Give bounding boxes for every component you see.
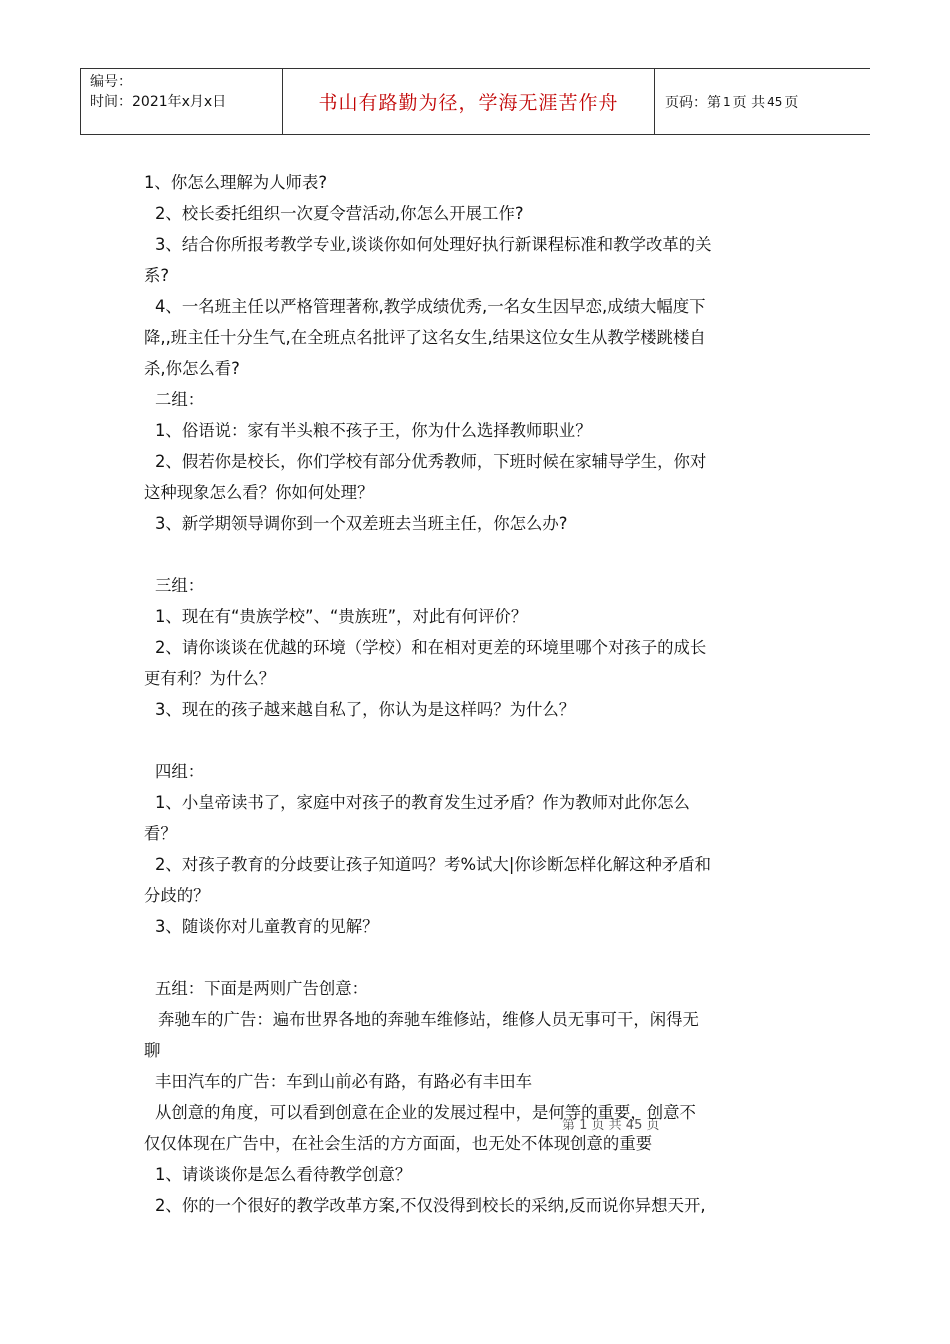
text-line: 2、你的一个很好的教学改革方案,不仅没得到校长的采纳,反而说你异想天开, [155, 1196, 706, 1215]
text-line: 1、请谈谈你是怎么看待教学创意？ [155, 1165, 412, 1184]
text-line: 杀,你怎么看? [144, 359, 240, 378]
header-page-end: 页 [784, 94, 799, 111]
blank-line [144, 539, 814, 570]
blank-line [144, 942, 814, 973]
text-line: 降,,班主任十分生气,在全班点名批评了这名女生,结果这位女生从教学楼跳楼自 [144, 328, 706, 347]
text-line: 1、俗语说：家有半头粮不孩子王，你为什么选择教师职业？ [155, 421, 592, 440]
document-header [80, 68, 870, 135]
text-line: 这种现象怎么看？你如何处理？ [144, 483, 374, 502]
text-line: 3、新学期领导调你到一个双差班去当班主任，你怎么办? [155, 514, 568, 533]
header-code-label: 编号： [90, 74, 132, 90]
text-line: 2、假若你是校长，你们学校有部分优秀教师，下班时候在家辅导学生，你对 [155, 452, 707, 471]
text-line: 2、对孩子教育的分歧要让孩子知道吗？考%试大|你诊断怎样化解这种矛盾和 [155, 855, 712, 874]
header-page-label: 页码：第 [665, 94, 721, 111]
text-line: 从创意的角度，可以看到创意在企业的发展过程中，是何等的重要，创意不 [155, 1103, 696, 1122]
text-line: 奔驰车的广告：遍布世界各地的奔驰车维修站，维修人员无事可干，闲得无 [158, 1010, 699, 1029]
text-line: 2、请你谈谈在优越的环境（学校）和在相对更差的环境里哪个对孩子的成长 [155, 638, 707, 657]
text-line: 1、你怎么理解为人师表? [144, 173, 328, 192]
text-line: 五组：下面是两则广告创意： [155, 979, 369, 998]
header-date-label: 时间：2021年x月x日 [90, 94, 227, 110]
text-line: 2、校长委托组织一次夏令营活动,你怎么开展工作? [155, 204, 524, 223]
text-line: 1、现在有“贵族学校”、“贵族班”，对此有何评价？ [155, 607, 528, 626]
text-line: 3、结合你所报考教学专业,谈谈你如何处理好执行新课程标准和教学改革的关 [155, 235, 712, 254]
header-page-mid: 页 共 [732, 94, 766, 111]
header-page-number: 1 [723, 94, 731, 109]
header-page-cell [655, 69, 871, 134]
text-line: 四组： [155, 762, 205, 781]
header-motto: 书山有路勤为径，学海无涯苦作舟 [283, 69, 655, 134]
text-line: 聊 [144, 1041, 161, 1060]
text-line: 二组： [155, 390, 205, 409]
document-body [144, 167, 814, 1221]
text-line: 3、现在的孩子越来越自私了，你认为是这样吗？为什么？ [155, 700, 576, 719]
page-footer: 第 1 页 共 45 页 [562, 1118, 660, 1133]
header-page-total: 45 [767, 94, 783, 109]
text-line: 系? [144, 266, 170, 285]
text-line: 丰田汽车的广告：车到山前必有路，有路必有丰田车 [155, 1072, 532, 1091]
text-line: 更有利？为什么？ [144, 669, 276, 688]
text-line: 仅仅体现在广告中，在社会生活的方方面面，也无处不体现创意的重要 [144, 1134, 653, 1153]
text-line: 分歧的？ [144, 886, 210, 905]
text-line: 4、一名班主任以严格管理著称,教学成绩优秀,一名女生因早恋,成绩大幅度下 [155, 297, 706, 316]
text-line: 3、随谈你对儿童教育的见解？ [155, 917, 379, 936]
text-line: 看？ [144, 824, 177, 843]
text-line: 三组： [155, 576, 205, 595]
header-meta-cell [81, 69, 283, 134]
blank-line [144, 725, 814, 756]
text-line: 1、小皇帝读书了，家庭中对孩子的教育发生过矛盾？作为教师对此你怎么 [155, 793, 690, 812]
